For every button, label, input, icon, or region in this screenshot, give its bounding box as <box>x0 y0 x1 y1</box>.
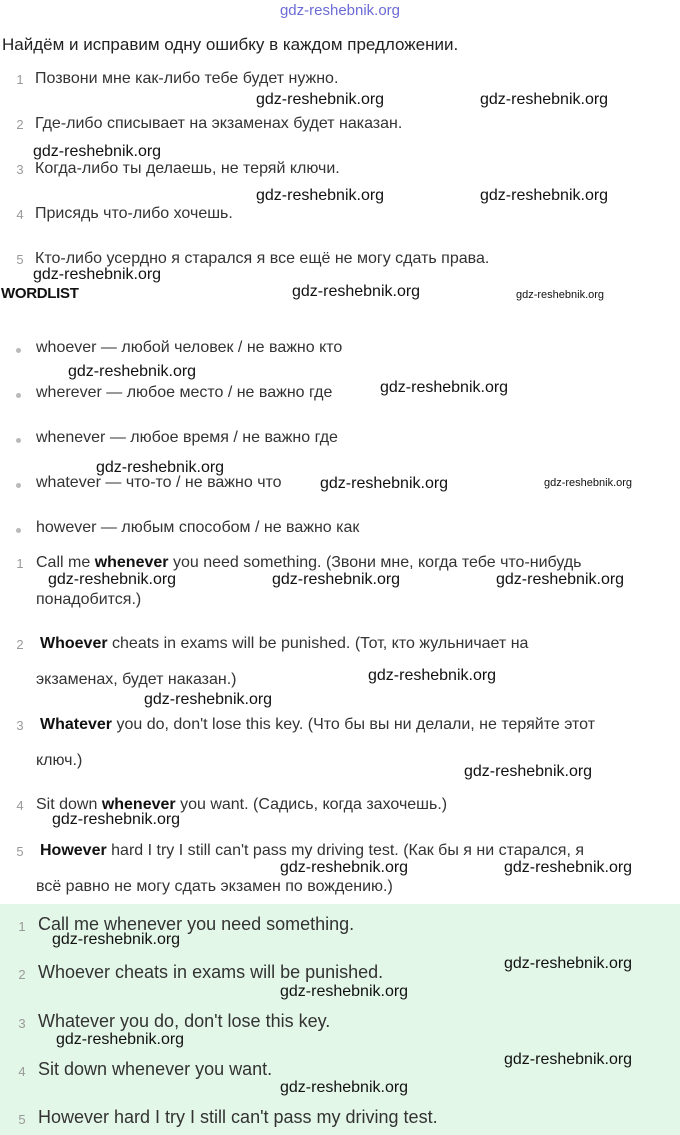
task-number: 2 <box>16 117 24 132</box>
watermark: gdz-reshebnik.org <box>280 859 409 876</box>
watermark: gdz-reshebnik.org <box>33 266 162 283</box>
bullet-icon <box>16 393 21 398</box>
watermark: gdz-reshebnik.org <box>544 477 633 489</box>
watermark: gdz-reshebnik.org <box>52 931 181 948</box>
bullet-icon <box>16 348 21 353</box>
answer-number: 3 <box>16 718 24 733</box>
watermark: gdz-reshebnik.org <box>33 143 162 160</box>
answer-line-2: экзаменах, будет наказан.) <box>36 671 237 688</box>
corrected-number: 3 <box>18 1016 26 1031</box>
watermark: gdz-reshebnik.org <box>256 91 385 108</box>
bullet-icon <box>16 528 21 533</box>
watermark: gdz-reshebnik.org <box>144 691 273 708</box>
watermark: gdz-reshebnik.org <box>96 459 225 476</box>
watermark: gdz-reshebnik.org <box>480 187 609 204</box>
watermark: gdz-reshebnik.org <box>480 91 609 108</box>
answer-pre: Sit down <box>36 796 102 813</box>
corrected-text: Sit down whenever you want. <box>38 1059 273 1079</box>
watermark: gdz-reshebnik.org <box>320 475 449 492</box>
answer-line <box>40 635 528 653</box>
task-number: 1 <box>16 72 24 87</box>
task-number: 4 <box>16 207 24 222</box>
watermark: gdz-reshebnik.org <box>280 983 409 1000</box>
bullet-icon <box>16 483 21 488</box>
answer-keyword: Whoever <box>40 635 108 652</box>
answer-post: you want. (Садись, когда захочешь.) <box>175 796 448 813</box>
wordlist-item-text: whenever — любое время / не важно где <box>36 429 338 446</box>
answer-number: 2 <box>16 637 24 652</box>
watermark: gdz-reshebnik.org <box>504 1051 633 1068</box>
corrected-number: 4 <box>18 1064 26 1079</box>
wordlist-item-text: however — любым способом / не важно как <box>36 519 360 536</box>
watermark: gdz-reshebnik.org <box>256 187 385 204</box>
answer-pre: Call me <box>36 554 95 571</box>
corrected-number: 2 <box>18 967 26 982</box>
answer-keyword: whenever <box>94 554 169 571</box>
watermark: gdz-reshebnik.org <box>280 1079 409 1096</box>
wordlist-title: WORDLIST <box>1 285 79 302</box>
watermark: gdz-reshebnik.org <box>496 571 625 588</box>
watermark: gdz-reshebnik.org <box>68 363 197 380</box>
task-number: 3 <box>16 162 24 177</box>
answer-post: cheats in exams will be punished. (Тот, кто жульничает на <box>107 635 529 652</box>
answer-line-2: всё равно не могу сдать экзамен по вождению.) <box>36 878 393 895</box>
corrected-text: Whatever you do, don't lose this key. <box>38 1011 331 1031</box>
answer-line-2: понадобится.) <box>36 591 142 608</box>
task-text: Когда-либо ты делаешь, не теряй ключи. <box>35 160 340 177</box>
wordlist-item-text: whatever — что-то / не важно что <box>36 474 282 491</box>
task-text: Кто-либо усердно я старался я все ещё не могу сдать права. <box>35 250 490 267</box>
watermark: gdz-reshebnik.org <box>52 811 181 828</box>
corrected-text: Call me whenever you need something. <box>38 914 355 934</box>
answer-keyword: Whatever <box>40 716 113 733</box>
answer-line <box>40 716 595 734</box>
wordlist-item-text: wherever — любое место / не важно где <box>36 384 333 401</box>
task-text: Где-либо списывает на экзаменах будет наказан. <box>35 115 403 132</box>
task-number: 5 <box>16 252 24 267</box>
answer-line <box>40 842 584 860</box>
answer-number: 1 <box>16 556 24 571</box>
watermark: gdz-reshebnik.org <box>380 379 509 396</box>
watermark: gdz-reshebnik.org <box>504 859 633 876</box>
watermark: gdz-reshebnik.org <box>272 571 401 588</box>
answer-post: hard I try I still can't pass my driving test. (Как бы я ни старался, я <box>106 842 585 859</box>
watermark: gdz-reshebnik.org <box>368 667 497 684</box>
answer-post: you need something. (Звони мне, когда тебе что-нибудь <box>168 554 582 571</box>
watermark: gdz-reshebnik.org <box>464 763 593 780</box>
answer-number: 5 <box>16 844 24 859</box>
watermark: gdz-reshebnik.org <box>48 571 177 588</box>
task-text: Позвони мне как-либо тебе будет нужно. <box>35 70 339 87</box>
answer-number: 4 <box>16 798 24 813</box>
task-text: Присядь что-либо хочешь. <box>35 205 233 222</box>
watermark: gdz-reshebnik.org <box>292 283 421 300</box>
wordlist-item-text: whoever — любой человек / не важно кто <box>36 339 343 356</box>
bullet-icon <box>16 438 21 443</box>
site-header[interactable]: gdz-reshebnik.org <box>279 2 401 19</box>
corrected-text: However hard I try I still can't pass my driving test. <box>38 1107 438 1127</box>
answer-keyword: However <box>40 842 107 859</box>
instruction-text: Найдём и исправим одну ошибку в каждом предложении. <box>2 35 459 54</box>
watermark: gdz-reshebnik.org <box>516 289 605 301</box>
answer-keyword: whenever <box>101 796 176 813</box>
answer-post: you do, don't lose this key. (Что бы вы ни делали, не теряйте этот <box>112 716 596 733</box>
corrected-number: 5 <box>18 1112 26 1127</box>
watermark: gdz-reshebnik.org <box>56 1031 185 1048</box>
answer-line-2: ключ.) <box>36 752 83 769</box>
answer-line <box>36 554 582 572</box>
watermark: gdz-reshebnik.org <box>504 955 633 972</box>
corrected-text: Whoever cheats in exams will be punished. <box>38 962 384 982</box>
corrected-number: 1 <box>18 919 26 934</box>
